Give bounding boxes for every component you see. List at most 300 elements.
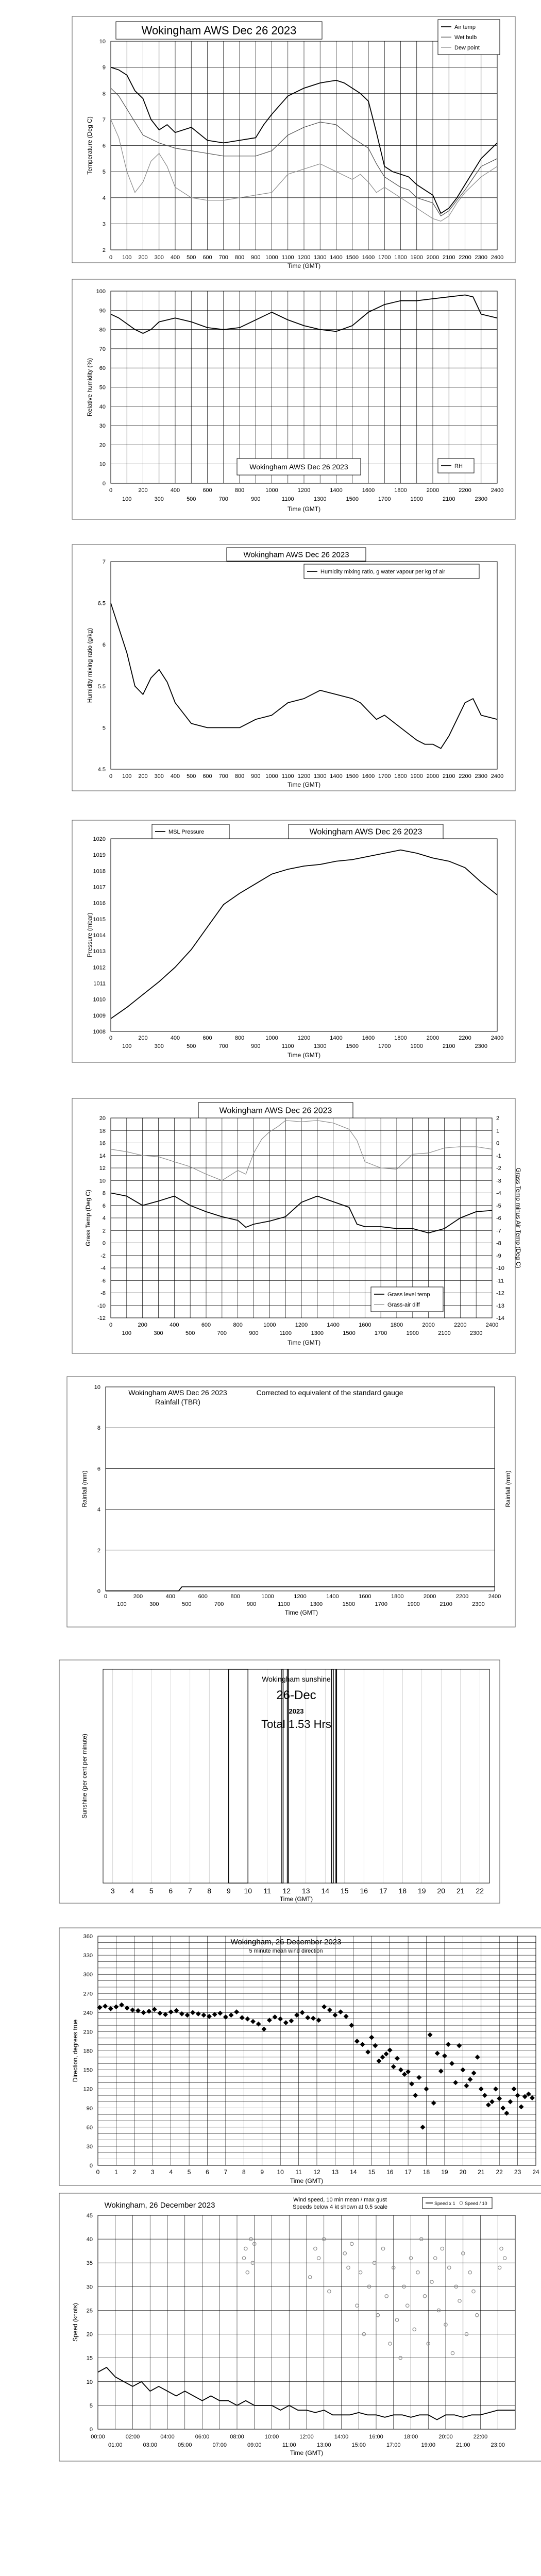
- y-tick-label: 1009: [93, 1012, 106, 1019]
- x-tick-label: 09:00: [247, 2442, 262, 2448]
- x-tick-label: 1500: [342, 1601, 356, 1607]
- x-tick-label: 2100: [443, 255, 455, 261]
- x-axis-label: Time (GMT): [287, 1339, 321, 1346]
- y-tick-label: 300: [83, 1972, 93, 1978]
- y-tick-label: -2: [100, 1252, 106, 1259]
- x-tick-label: 1400: [330, 773, 343, 779]
- x-tick-label: 0: [109, 773, 113, 779]
- x-tick-label: 22:00: [473, 2434, 488, 2440]
- x-tick-label: 15: [340, 1887, 349, 1895]
- pressure-chart: [0, 819, 541, 1064]
- y-tick-label: 6: [102, 143, 106, 149]
- x-tick-label: 100: [122, 255, 132, 261]
- x-tick-label: 1900: [410, 1043, 423, 1049]
- x-tick-label: 1100: [281, 255, 294, 261]
- x-tick-label: 1700: [374, 1330, 387, 1336]
- x-tick-label: 2300: [475, 773, 487, 779]
- y-tick-label: 1008: [93, 1029, 106, 1035]
- pressure-chart-panel: [0, 819, 541, 1064]
- y-tick-label: 14: [99, 1153, 106, 1159]
- humidity-chart-panel: [0, 278, 541, 520]
- x-tick-label: 05:00: [177, 2442, 192, 2448]
- y-tick-label: 60: [86, 2124, 93, 2131]
- x-tick-label: 1200: [297, 1035, 311, 1041]
- chart-title: Wokingham, 26 December 2023: [104, 2201, 215, 2210]
- x-tick-label: 1300: [314, 773, 327, 779]
- chart-title: Wokingham AWS Dec 26 2023: [309, 827, 422, 837]
- x-tick-label: 900: [246, 1601, 257, 1607]
- y-tick-label: -6: [100, 1278, 106, 1284]
- chart-border: [72, 820, 515, 1062]
- x-tick-label: 1500: [346, 496, 359, 502]
- x-tick-label: 13: [331, 2168, 339, 2176]
- x-tick-label: 2000: [426, 255, 439, 261]
- x-tick-label: 1400: [330, 487, 343, 494]
- x-tick-label: 17:00: [386, 2442, 401, 2448]
- x-tick-label: 700: [218, 496, 228, 502]
- y-tick-label: -12: [97, 1315, 106, 1321]
- y-tick-label: 30: [86, 2143, 93, 2150]
- x-tick-label: 400: [165, 1594, 176, 1600]
- y-axis-label: Sunshine (per cent per minute): [81, 1734, 88, 1819]
- y-tick-label: 180: [83, 2048, 93, 2055]
- x-tick-label: 1800: [391, 1594, 404, 1600]
- x-tick-label: 6: [206, 2168, 209, 2176]
- x-tick-label: 12:00: [299, 2434, 314, 2440]
- y-tick-label: 8: [97, 1425, 100, 1432]
- x-tick-label: 300: [154, 1330, 163, 1336]
- y-tick-label: 270: [83, 1991, 93, 1997]
- x-tick-label: 1600: [359, 1322, 371, 1328]
- x-tick-label: 300: [154, 1043, 164, 1049]
- y-tick-label: 20: [99, 442, 106, 449]
- x-tick-label: 1500: [343, 1330, 356, 1336]
- y2-tick-label: -14: [496, 1315, 504, 1321]
- y-axis-label: Relative humidity (%): [86, 358, 93, 417]
- chart-subtitle: 5 minute mean wind direction: [249, 1948, 323, 1954]
- x-tick-label: 1300: [311, 1330, 324, 1336]
- x-tick-label: 900: [251, 255, 261, 261]
- y2-tick-label: -2: [496, 1165, 501, 1172]
- x-tick-label: 2300: [472, 1601, 485, 1607]
- y-tick-label: 45: [86, 2213, 93, 2219]
- y-tick-label: 4.5: [97, 767, 106, 773]
- y-tick-label: 1010: [93, 996, 106, 1003]
- chart-border: [72, 545, 515, 791]
- wind-direction-chart: [0, 1927, 541, 2187]
- y2-tick-label: -10: [496, 1265, 504, 1272]
- y-axis-label: Grass Temp (Deg C): [84, 1190, 92, 1246]
- x-axis-label: Time (GMT): [290, 2177, 324, 2184]
- x-tick-label: 1100: [279, 1330, 292, 1336]
- x-tick-label: 15:00: [351, 2442, 366, 2448]
- x-tick-label: 100: [122, 496, 132, 502]
- sunshine-chart: [0, 1659, 541, 1906]
- x-tick-label: 700: [214, 1601, 224, 1607]
- x-tick-label: 1800: [394, 487, 407, 494]
- x-tick-label: 0: [109, 255, 113, 261]
- y-tick-label: 120: [83, 2086, 93, 2093]
- x-tick-label: 2200: [459, 773, 471, 779]
- y-tick-label: 1013: [93, 948, 106, 955]
- y-tick-label: 1014: [93, 933, 106, 939]
- legend-label: Speed x 1: [434, 2201, 455, 2206]
- x-tick-label: 1900: [406, 1330, 419, 1336]
- y-tick-label: 8: [102, 91, 106, 97]
- mixing-ratio-chart-panel: [0, 544, 541, 793]
- y-tick-label: 4: [97, 1506, 100, 1513]
- y2-tick-label: 1: [496, 1128, 500, 1134]
- x-tick-label: 1700: [378, 255, 391, 261]
- chart-note: Corrected to equivalent of the standard gauge: [256, 1388, 403, 1397]
- x-tick-label: 700: [218, 773, 228, 779]
- x-tick-label: 9: [226, 1887, 231, 1895]
- legend-label: Speed / 10: [465, 2201, 487, 2206]
- y-tick-label: 60: [99, 365, 106, 372]
- legend-label: MSL Pressure: [168, 829, 205, 835]
- x-tick-label: 2200: [459, 487, 471, 494]
- x-tick-label: 1000: [265, 255, 278, 261]
- x-axis-label: Time (GMT): [279, 1895, 313, 1903]
- x-tick-label: 3: [150, 2168, 155, 2176]
- x-tick-label: 8: [207, 1887, 212, 1895]
- grass-temp-chart: [0, 1097, 541, 1355]
- x-tick-label: 7: [188, 1887, 192, 1895]
- x-tick-label: 21: [478, 2168, 485, 2176]
- x-tick-label: 800: [234, 255, 245, 261]
- chart-border: [67, 1377, 515, 1627]
- x-tick-label: 5: [187, 2168, 191, 2176]
- x-tick-label: 0: [109, 1322, 113, 1328]
- y-tick-label: 7: [102, 559, 106, 565]
- x-tick-label: 600: [201, 1322, 211, 1328]
- x-tick-label: 300: [149, 1601, 159, 1607]
- x-tick-label: 1000: [265, 487, 278, 494]
- y-tick-label: 4: [102, 1215, 106, 1222]
- x-tick-label: 12: [282, 1887, 291, 1895]
- x-tick-label: 1800: [394, 255, 407, 261]
- y-tick-label: 6.5: [97, 600, 106, 607]
- x-axis-label: Time (GMT): [287, 781, 321, 788]
- y-tick-label: 360: [83, 1934, 93, 1940]
- x-tick-label: 14: [321, 1887, 330, 1895]
- x-tick-label: 10:00: [264, 2434, 279, 2440]
- y-tick-label: 1020: [93, 836, 106, 842]
- x-tick-label: 200: [133, 1594, 143, 1600]
- x-tick-label: 2300: [475, 255, 487, 261]
- x-tick-label: 800: [234, 487, 245, 494]
- y2-tick-label: 2: [496, 1115, 500, 1122]
- y-tick-label: 6: [102, 1202, 106, 1209]
- x-tick-label: 500: [187, 255, 196, 261]
- chart-border: [59, 2193, 541, 2461]
- x-tick-label: 8: [242, 2168, 246, 2176]
- x-tick-label: 600: [198, 1594, 208, 1600]
- y-tick-label: 40: [86, 2236, 93, 2243]
- temperature-chart: [0, 15, 541, 269]
- x-tick-label: 500: [187, 1043, 196, 1049]
- x-tick-label: 02:00: [125, 2434, 140, 2440]
- y-tick-label: 5: [89, 2402, 93, 2409]
- x-tick-label: 1200: [297, 487, 311, 494]
- x-tick-label: 200: [138, 1035, 148, 1041]
- chart-subtitle-2: Speeds below 4 kt shown at 0.5 scale: [292, 2204, 388, 2210]
- x-tick-label: 1500: [346, 773, 359, 779]
- y-tick-label: 10: [86, 2379, 93, 2385]
- x-tick-label: 1100: [281, 773, 294, 779]
- x-tick-label: 2100: [443, 496, 455, 502]
- y-tick-label: 1012: [93, 964, 106, 971]
- y-tick-label: 8: [102, 1190, 106, 1197]
- x-tick-label: 2000: [422, 1322, 435, 1328]
- y-tick-label: 9: [102, 64, 106, 71]
- y-tick-label: 1016: [93, 900, 106, 907]
- y-axis-label: Speed (knots): [72, 2303, 79, 2342]
- x-tick-label: 14:00: [334, 2434, 349, 2440]
- x-tick-label: 1300: [314, 255, 327, 261]
- x-tick-label: 2100: [438, 1330, 451, 1336]
- y-tick-label: 7: [102, 116, 106, 123]
- x-tick-label: 2200: [459, 255, 471, 261]
- x-tick-label: 2400: [491, 1035, 504, 1041]
- y-tick-label: 0: [89, 2427, 93, 2433]
- x-tick-label: 1900: [410, 255, 423, 261]
- x-tick-label: 500: [185, 1330, 195, 1336]
- x-tick-label: 18: [398, 1887, 407, 1895]
- y-tick-label: 210: [83, 2029, 93, 2036]
- x-tick-label: 14: [350, 2168, 357, 2176]
- x-tick-label: 19: [441, 2168, 448, 2176]
- x-tick-label: 100: [117, 1601, 127, 1607]
- x-tick-label: 2300: [469, 1330, 483, 1336]
- legend-label: Grass level temp: [387, 1292, 430, 1298]
- y-tick-label: 330: [83, 1953, 93, 1959]
- x-tick-label: 21:00: [455, 2442, 470, 2448]
- x-tick-label: 700: [218, 1043, 228, 1049]
- x-tick-label: 23: [514, 2168, 521, 2176]
- y2-tick-label: -11: [496, 1278, 504, 1284]
- y-tick-label: 30: [86, 2284, 93, 2291]
- x-tick-label: 4: [130, 1887, 134, 1895]
- x-tick-label: 2400: [485, 1322, 499, 1328]
- legend-label: Humidity mixing ratio, g water vapour per kg of air: [320, 569, 446, 575]
- x-tick-label: 1000: [261, 1594, 274, 1600]
- y-tick-label: 30: [99, 423, 106, 430]
- y-tick-label: 4: [102, 195, 106, 201]
- x-tick-label: 1400: [327, 1322, 340, 1328]
- x-tick-label: 16: [386, 2168, 394, 2176]
- x-tick-label: 0: [104, 1594, 108, 1600]
- x-tick-label: 2000: [426, 773, 439, 779]
- x-tick-label: 2400: [491, 487, 504, 494]
- chart-title: Wokingham AWS Dec 26 2023: [219, 1106, 332, 1115]
- x-tick-label: 0: [96, 2168, 100, 2176]
- x-tick-label: 06:00: [195, 2434, 210, 2440]
- chart-title: Wokingham AWS Dec 26 2023: [128, 1388, 227, 1397]
- y2-tick-label: -4: [496, 1190, 501, 1197]
- legend-label: Dew point: [454, 45, 480, 51]
- x-tick-label: 4: [169, 2168, 173, 2176]
- x-tick-label: 2200: [459, 1035, 471, 1041]
- x-tick-label: 200: [138, 1322, 147, 1328]
- x-tick-label: 1100: [281, 1043, 294, 1049]
- x-tick-label: 16:00: [369, 2434, 383, 2440]
- y-tick-label: 80: [99, 327, 106, 333]
- y-tick-label: 15: [86, 2355, 93, 2362]
- x-tick-label: 1300: [314, 496, 327, 502]
- x-tick-label: 100: [122, 1043, 132, 1049]
- x-tick-label: 800: [234, 1035, 245, 1041]
- x-tick-label: 900: [251, 773, 261, 779]
- legend-label: Grass-air diff: [387, 1302, 420, 1308]
- x-axis-label: Time (GMT): [284, 1609, 318, 1616]
- y-tick-label: 50: [99, 384, 106, 391]
- x-tick-label: 24: [532, 2168, 539, 2176]
- y2-tick-label: -3: [496, 1178, 501, 1184]
- x-tick-label: 2000: [426, 487, 439, 494]
- x-tick-label: 21: [456, 1887, 465, 1895]
- rainfall-chart: [0, 1376, 541, 1628]
- y-tick-label: 20: [86, 2331, 93, 2338]
- y-tick-label: 70: [99, 346, 106, 352]
- x-tick-label: 1600: [362, 255, 375, 261]
- y-tick-label: 0: [102, 481, 106, 487]
- x-tick-label: 900: [251, 496, 261, 502]
- y-tick-label: 5: [102, 169, 106, 176]
- y-tick-label: 10: [99, 1178, 106, 1184]
- y-tick-label: 150: [83, 2067, 93, 2074]
- x-tick-label: 400: [170, 1035, 180, 1041]
- y-tick-label: 10: [99, 39, 106, 45]
- y-axis-label: Pressure (mbar): [86, 912, 93, 958]
- x-tick-label: 18: [422, 2168, 430, 2176]
- x-tick-label: 1800: [394, 773, 407, 779]
- chart-date: 26-Dec: [276, 1688, 316, 1702]
- sunshine-chart-panel: [0, 1659, 541, 1906]
- y-tick-label: 2: [102, 1228, 106, 1234]
- y-tick-label: 240: [83, 2010, 93, 2016]
- x-tick-label: 16: [360, 1887, 368, 1895]
- chart-title: Wokingham, 26 December 2023: [230, 1938, 342, 1946]
- x-tick-label: 04:00: [160, 2434, 175, 2440]
- y2-tick-label: -13: [496, 1302, 504, 1309]
- y2-axis-label: Rainfall (mm): [504, 1470, 512, 1507]
- x-tick-label: 2100: [439, 1601, 452, 1607]
- x-tick-label: 1000: [265, 1035, 278, 1041]
- x-tick-label: 400: [170, 1322, 179, 1328]
- y-tick-label: 1019: [93, 852, 106, 859]
- y-axis-label: Rainfall (mm): [81, 1470, 88, 1507]
- x-tick-label: 1: [114, 2168, 118, 2176]
- x-tick-label: 2400: [491, 255, 504, 261]
- x-tick-label: 600: [202, 255, 212, 261]
- x-tick-label: 12: [313, 2168, 320, 2176]
- y2-tick-label: -8: [496, 1240, 501, 1247]
- x-tick-label: 300: [154, 496, 164, 502]
- y-tick-label: 10: [99, 461, 106, 468]
- x-tick-label: 07:00: [212, 2442, 227, 2448]
- x-tick-label: 1400: [326, 1594, 339, 1600]
- x-tick-label: 500: [187, 496, 196, 502]
- x-tick-label: 1000: [263, 1322, 276, 1328]
- x-tick-label: 18:00: [403, 2434, 418, 2440]
- x-tick-label: 1600: [362, 773, 375, 779]
- x-tick-label: 600: [202, 1035, 212, 1041]
- x-tick-label: 19: [417, 1887, 426, 1895]
- x-tick-label: 01:00: [108, 2442, 123, 2448]
- x-tick-label: 600: [202, 487, 212, 494]
- y-tick-label: 6: [102, 642, 106, 649]
- x-tick-label: 10: [277, 2168, 284, 2176]
- y2-tick-label: -7: [496, 1228, 501, 1234]
- x-tick-label: 1500: [346, 255, 359, 261]
- x-tick-label: 9: [260, 2168, 264, 2176]
- chart-border: [59, 1928, 541, 2185]
- y-tick-label: 25: [86, 2308, 93, 2314]
- y-tick-label: 90: [86, 2105, 93, 2112]
- y-tick-label: 2: [97, 1547, 100, 1554]
- x-tick-label: 17: [404, 2168, 412, 2176]
- chart-title: Wokingham sunshine: [262, 1675, 331, 1683]
- x-tick-label: 1900: [410, 773, 423, 779]
- x-tick-label: 2400: [488, 1594, 501, 1600]
- x-tick-label: 1200: [297, 773, 311, 779]
- x-tick-label: 1400: [330, 255, 343, 261]
- y-tick-label: 0: [97, 1588, 100, 1595]
- x-tick-label: 22: [476, 1887, 484, 1895]
- x-tick-label: 500: [187, 773, 196, 779]
- y2-tick-label: -9: [496, 1252, 501, 1259]
- x-tick-label: 5: [149, 1887, 154, 1895]
- wind-direction-chart-panel: [0, 1927, 541, 2187]
- y-tick-label: 5.5: [97, 683, 106, 690]
- x-tick-label: 300: [154, 773, 164, 779]
- x-tick-label: 200: [138, 773, 148, 779]
- x-tick-label: 1800: [390, 1322, 403, 1328]
- x-tick-label: 20: [437, 1887, 446, 1895]
- x-tick-label: 1200: [297, 255, 311, 261]
- x-tick-label: 2200: [455, 1594, 469, 1600]
- x-tick-label: 08:00: [230, 2434, 244, 2440]
- x-tick-label: 1100: [278, 1601, 290, 1607]
- x-tick-label: 10: [244, 1887, 252, 1895]
- y-axis-label: Direction, degrees true: [72, 2019, 79, 2082]
- chart-subtitle: Wind speed, 10 min mean / max gust: [293, 2197, 387, 2203]
- x-tick-label: 2100: [443, 1043, 455, 1049]
- x-tick-label: 1900: [410, 496, 423, 502]
- x-tick-label: 11: [263, 1887, 272, 1895]
- x-tick-label: 0: [109, 1035, 113, 1041]
- x-tick-label: 1700: [378, 496, 391, 502]
- chart-title: Wokingham AWS Dec 26 2023: [141, 24, 297, 37]
- y2-tick-label: -5: [496, 1202, 501, 1209]
- y-tick-label: 1018: [93, 868, 106, 875]
- chart-total: Total 1.53 Hrs: [261, 1718, 331, 1731]
- grass-temp-chart-panel: [0, 1097, 541, 1355]
- y2-tick-label: -12: [496, 1290, 504, 1297]
- y-tick-label: 6: [97, 1466, 100, 1472]
- x-tick-label: 1200: [294, 1594, 307, 1600]
- temperature-chart-panel: [0, 15, 541, 269]
- y-axis-label: Temperature (Deg C): [86, 116, 93, 175]
- x-tick-label: 400: [170, 487, 180, 494]
- x-tick-label: 03:00: [143, 2442, 158, 2448]
- x-tick-label: 1300: [310, 1601, 323, 1607]
- x-tick-label: 23:00: [491, 2442, 505, 2448]
- legend-label: Wet bulb: [454, 35, 477, 41]
- chart-subtitle: Rainfall (TBR): [155, 1398, 200, 1406]
- chart-title: Wokingham AWS Dec 26 2023: [249, 462, 348, 471]
